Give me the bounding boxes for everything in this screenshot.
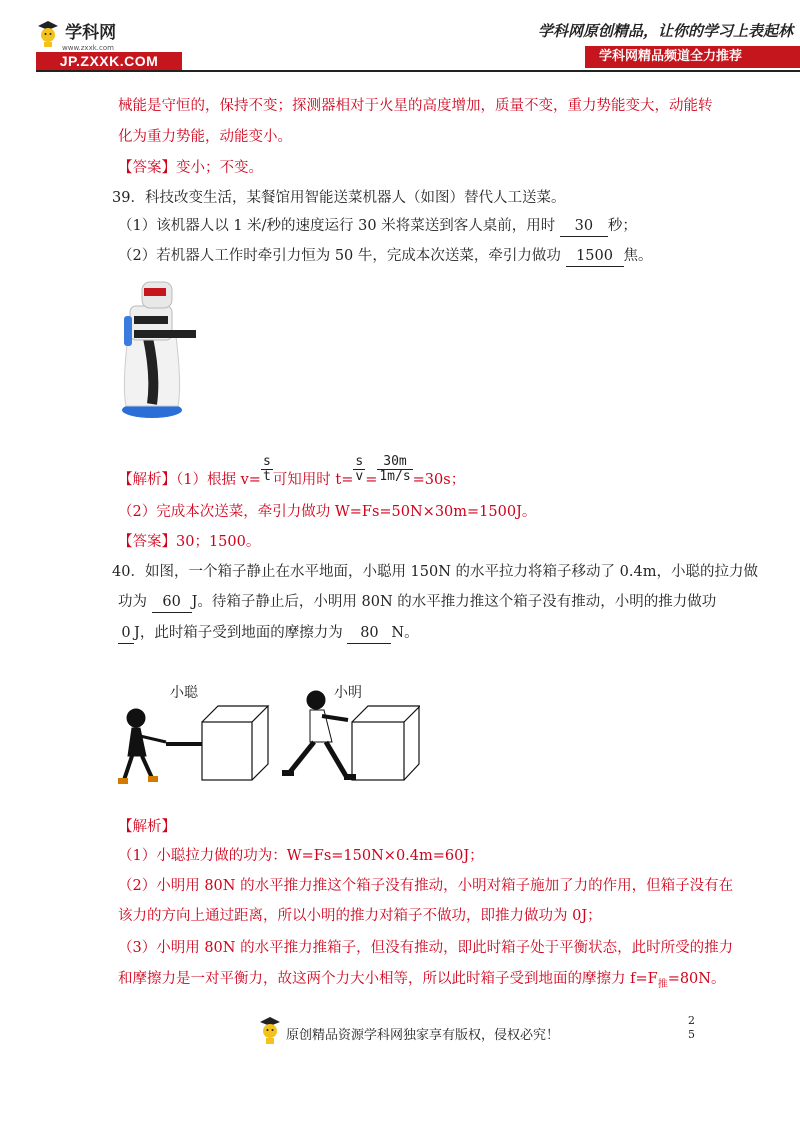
q39-analysis-1-pre: （1）根据 v= <box>176 472 261 488</box>
footer-mascot-icon <box>258 1016 282 1046</box>
q40-analysis-label: 【解析】 <box>118 819 176 835</box>
xiaocong-figure <box>118 709 166 784</box>
page-number-bottom: 5 <box>688 1028 695 1041</box>
site-badge: JP.ZXXK.COM <box>36 52 182 70</box>
mascot-icon <box>36 20 60 48</box>
q39-analysis-2: （2）完成本次送菜，牵引力做功 W=Fs=50N×30m=1500J。 <box>118 504 537 520</box>
q40-line2-pre: 功为 <box>118 594 152 610</box>
q39-analysis-label: 【解析】 <box>118 472 176 488</box>
page-number <box>688 1014 695 1042</box>
q39-blank1: 30 <box>560 216 608 237</box>
box-left <box>202 706 268 780</box>
q40-analysis-1: （1）小聪拉力做的功为：W=Fs=150N×0.4m=60J； <box>118 848 484 864</box>
q40-analysis-3-text: 和摩擦力是一对平衡力，故这两个力大小相等，所以此时箱子受到地面的摩擦力 f=F <box>118 971 658 987</box>
q40-blank1: 60 <box>152 592 192 613</box>
q39-analysis-1-post: =30s； <box>412 472 466 488</box>
formula-t-fraction: $\frac{s}{v}$ <box>355 453 364 484</box>
q39-part2 <box>118 246 653 267</box>
q40-analysis-3-end: =80N。 <box>667 971 726 987</box>
logo-name: 学科网 <box>65 23 117 43</box>
q40-analysis-2-line2: 该力的方向上通过距离，所以小明的推力对箱子不做功，即推力做功为 0J； <box>118 908 602 924</box>
q39-analysis-1-mid: 可知用时 t= <box>272 472 354 488</box>
q40-blank2: 0 <box>118 623 134 644</box>
q40-line3-mid: J，此时箱子受到地面的摩擦力为 <box>134 625 348 641</box>
fig-label-xiaocong: 小聪 <box>170 685 198 701</box>
q39-analysis-1 <box>118 453 466 490</box>
formula-v-fraction: $\frac{s}{t}$ <box>262 453 271 484</box>
fig-label-xiaoming: 小明 <box>334 685 362 701</box>
q39-stem: 39．科技改变生活，某餐馆用智能送菜机器人（如图）替代人工送菜。 <box>112 190 566 206</box>
q40-analysis-3-line1: （3）小明用 80N 的水平推力推箱子，但没有推动，即此时箱子处于平衡状态，此时所受的推力 <box>118 940 734 956</box>
q40-figure <box>110 686 420 792</box>
q38-analysis-line1: 械能是守恒的，保持不变；探测器相对于火星的高度增加，质量不变，重力势能变大，动能转 <box>118 98 713 114</box>
q39-part1-unit: 秒； <box>607 218 637 234</box>
q40-line2 <box>118 592 716 613</box>
robot-figure <box>112 276 198 420</box>
q40-analysis-3-line2 <box>118 969 725 995</box>
q40-line3-post: N。 <box>391 625 419 641</box>
q40-line1: 40．如图，一个箱子静止在水平地面，小聪用 150N 的水平拉力将箱子移动了 0.4m，小聪的拉力做 <box>112 564 758 580</box>
q39-part1-text: （1）该机器人以 1 米/秒的速度运行 30 米将菜送到客人桌前，用时 <box>118 218 560 234</box>
q39-answer: 【答案】30；1500。 <box>118 534 261 550</box>
page-number-top: 2 <box>688 1014 695 1027</box>
xiaoming-figure <box>282 691 356 780</box>
q38-analysis-line2: 化为重力势能，动能变小。 <box>118 129 292 145</box>
q40-analysis-3-subscript: 推 <box>657 978 668 990</box>
q39-part1 <box>118 216 637 237</box>
q39-part2-text: （2）若机器人工作时牵引力恒为 50 牛，完成本次送菜，牵引力做功 <box>118 248 566 264</box>
q40-blank3: 80 <box>347 623 391 644</box>
q39-blank2: 1500 <box>566 246 624 267</box>
q39-part2-unit: 焦。 <box>623 248 653 264</box>
box-right <box>352 706 420 780</box>
header-rule <box>36 70 800 72</box>
formula-value-fraction: $\frac{30m}{1m/s}$ <box>379 453 411 484</box>
header-slogan: 学科网原创精品，让你的学习上表起林 <box>538 22 794 40</box>
q40-line2-post: J。待箱子静止后，小明用 80N 的水平推力推这个箱子没有推动，小明的推力做功 <box>191 594 717 610</box>
header-banner: 学科网精品频道全力推荐 <box>585 46 800 68</box>
q40-line3 <box>118 623 419 644</box>
q40-analysis-2-line1: （2）小明用 80N 的水平推力推这个箱子没有推动，小明对箱子施加了力的作用，但箱子没有在 <box>118 878 734 894</box>
q38-answer: 【答案】变小；不变。 <box>118 160 263 176</box>
site-logo <box>36 18 116 52</box>
footer-copyright: 原创精品资源学科网独家享有版权，侵权必究！ <box>286 1028 560 1043</box>
q39-analysis-1-eq: = <box>365 472 378 488</box>
logo-url: www.zxxk.com <box>62 43 114 52</box>
